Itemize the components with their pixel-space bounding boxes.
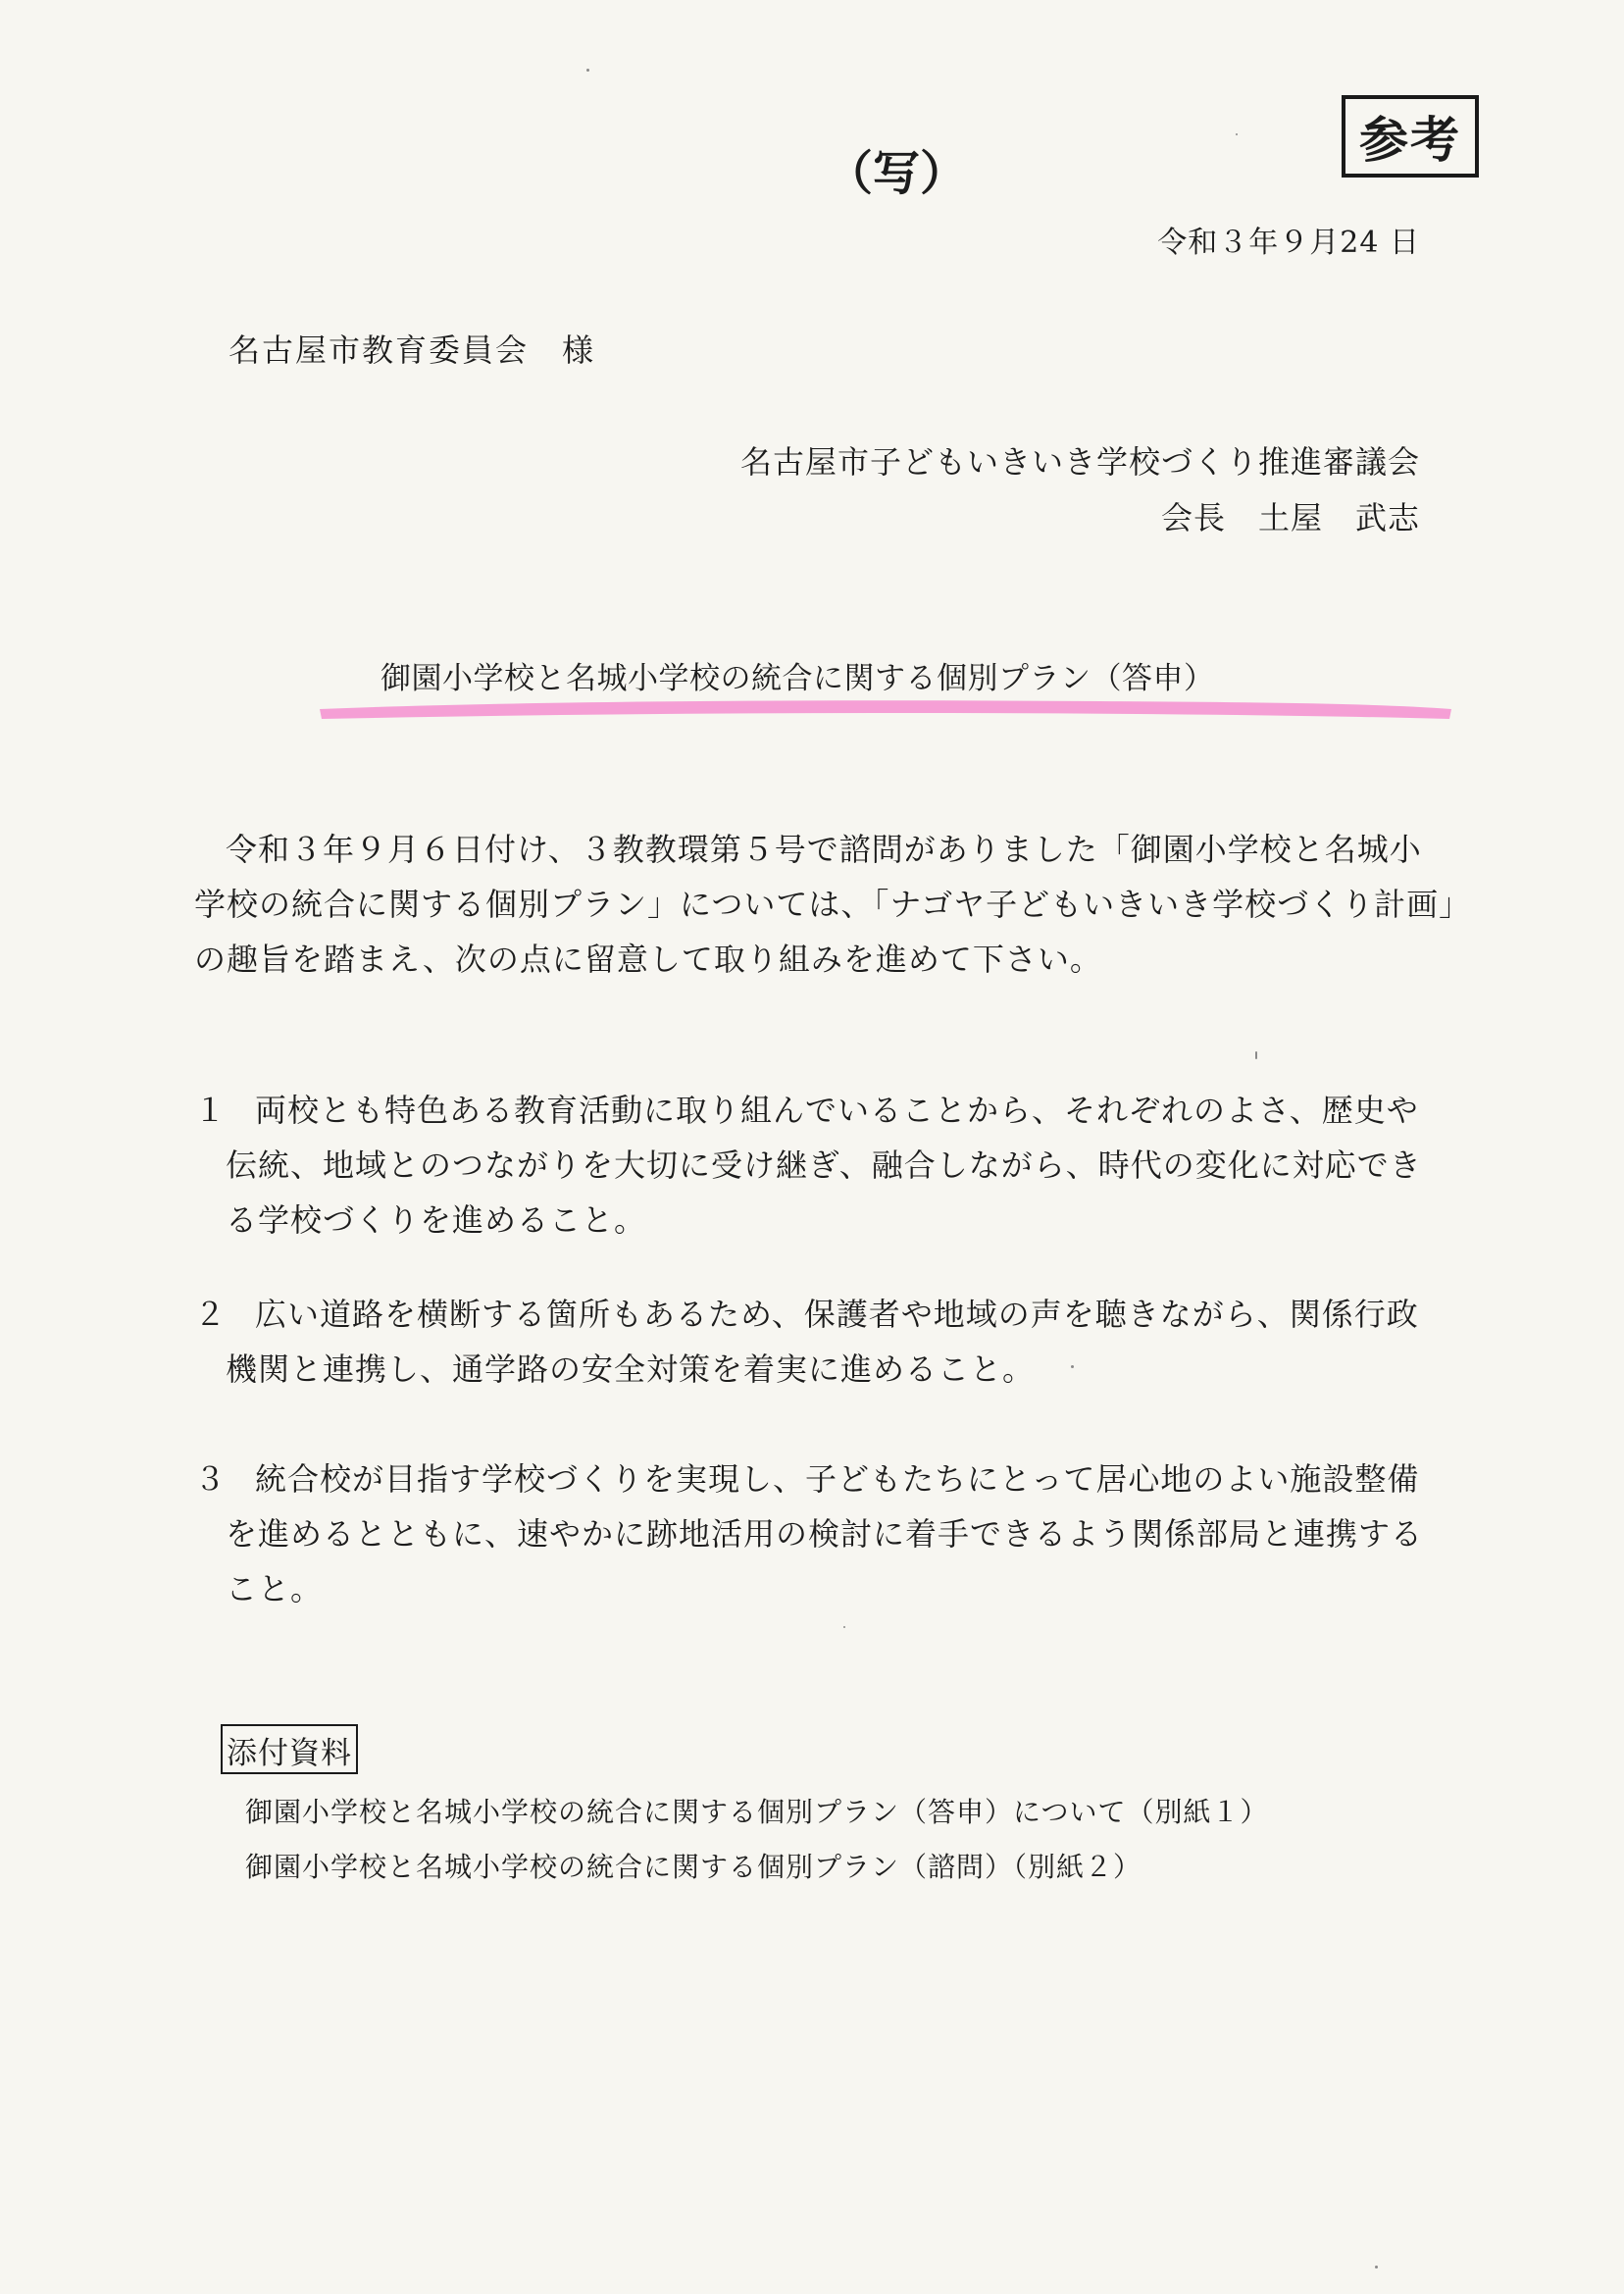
item-line: 広い道路を横断する箇所もあるため、保護者や地域の声を聴きながら、関係行政 [255, 1296, 1419, 1333]
document-date: 令和３年９月24 日 [1157, 226, 1420, 260]
item-number: １ [194, 1092, 228, 1129]
item-line: 機関と連携し、通学路の安全対策を着実に進めること。 [226, 1351, 1036, 1388]
addressee: 名古屋市教育委員会 様 [228, 331, 596, 369]
intro-line: の趣旨を踏まえ、次の点に留意して取り組みを進めて下さい。 [194, 941, 1102, 978]
sender-name: 会長 土屋 武志 [1160, 499, 1420, 536]
reference-stamp [1342, 95, 1479, 178]
item-line: 統合校が目指す学校づくりを実現し、子どもたちにとって居心地のよい施設整備 [255, 1460, 1420, 1498]
scan-speck [586, 69, 589, 72]
scan-speck [843, 1626, 845, 1628]
reference-stamp-label: 参考 [1359, 112, 1461, 169]
item-line: る学校づくりを進めること。 [226, 1201, 647, 1239]
item-line: こと。 [226, 1570, 324, 1607]
item-number: ３ [194, 1460, 228, 1498]
attachments-label: 添付資料 [221, 1724, 358, 1774]
copy-mark: （写） [826, 146, 968, 201]
intro-line: 学校の統合に関する個別プラン」については、「ナゴヤ子どもいきいき学校づくり計画」 [194, 886, 1472, 923]
scan-speck [1071, 1365, 1074, 1368]
sender-organization: 名古屋市子どもいきいき学校づくり推進審議会 [739, 443, 1420, 481]
item-line: を進めるとともに、速やかに跡地活用の検討に着手できるよう関係部局と連携する [226, 1515, 1424, 1553]
list-item [194, 1287, 1489, 1397]
item-line: 両校とも特色ある教育活動に取り組んでいることから、それぞれのよさ、歴史や [255, 1092, 1419, 1129]
scan-speck [1236, 133, 1238, 135]
item-line: 伝統、地域とのつながりを大切に受け継ぎ、融合しながら、時代の変化に対応でき [226, 1147, 1422, 1184]
attachment-item: 御園小学校と名城小学校の統合に関する個別プラン（諮問）（別紙２） [245, 1851, 1142, 1883]
list-item [194, 1083, 1489, 1248]
attachment-item: 御園小学校と名城小学校の統合に関する個別プラン（答申）について（別紙１） [245, 1796, 1269, 1828]
intro-paragraph [194, 822, 1472, 987]
intro-line: 令和３年９月６日付け、３教教環第５号で諮問がありました「御園小学校と名城小 [226, 831, 1422, 868]
scan-speck [1375, 2266, 1378, 2269]
document-title: 御園小学校と名城小学校の統合に関する個別プラン（答申） [381, 661, 1215, 696]
list-item [194, 1452, 1489, 1616]
scan-speck [1255, 1051, 1257, 1059]
item-number: ２ [194, 1296, 228, 1333]
